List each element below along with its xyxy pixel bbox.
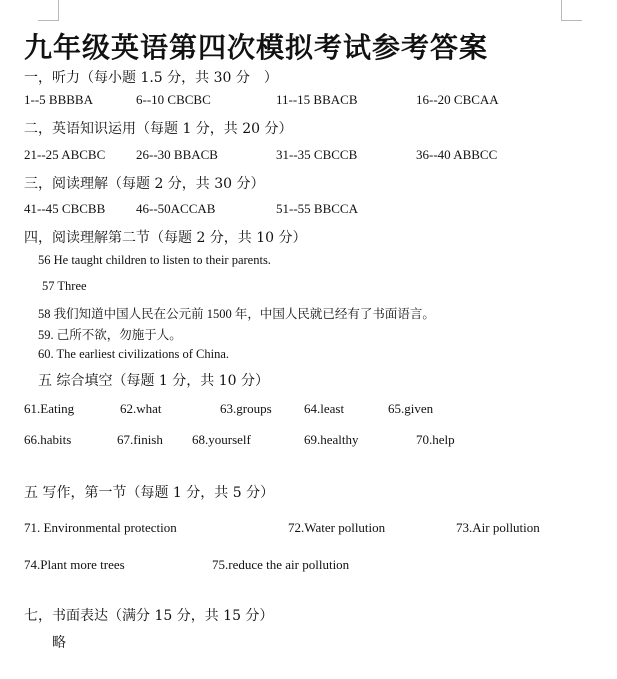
answer-item: 67.finish <box>117 432 163 447</box>
answer-item: 73.Air pollution <box>456 520 540 535</box>
page-corner-mark-left <box>38 0 59 21</box>
answer-item: 65.given <box>388 401 434 416</box>
section-7-note: 略 <box>52 635 66 651</box>
answer-item: 71. Environmental protection <box>24 520 177 535</box>
answer-group: 46--50ACCAB <box>136 201 216 216</box>
answer-group: 1--5 BBBBA <box>24 92 93 107</box>
answer-group: 16--20 CBCAA <box>416 92 499 107</box>
answer-group: 41--45 CBCBB <box>24 201 106 216</box>
section-3-heading: 三，阅读理解（每题 2 分，共 30 分） <box>24 176 265 192</box>
answer-group: 6--10 CBCBC <box>136 92 211 107</box>
answer-56: 56 He taught children to listen to their parents. <box>38 253 271 267</box>
answer-item: 75.reduce the air pollution <box>212 557 350 572</box>
answer-item: 68.yourself <box>192 432 251 447</box>
answer-item: 62.what <box>120 401 162 416</box>
answer-item: 70.help <box>416 432 455 447</box>
page-corner-mark-right <box>561 0 582 21</box>
answer-item: 74.Plant more trees <box>24 557 125 572</box>
answer-59: 59. 己所不欲，勿施于人。 <box>38 328 182 342</box>
answer-item: 69.healthy <box>304 432 359 447</box>
section-5-heading: 五 综合填空（每题 1 分，共 10 分） <box>38 373 269 389</box>
section-2-heading: 二，英语知识运用（每题 1 分，共 20 分） <box>24 121 293 137</box>
section-7-heading: 七，书面表达（满分 15 分，共 15 分） <box>24 608 274 624</box>
section-6-heading: 五 写作，第一节（每题 1 分，共 5 分） <box>24 485 275 501</box>
answer-item: 66.habits <box>24 432 72 447</box>
answer-item: 63.groups <box>220 401 272 416</box>
answer-item: 61.Eating <box>24 401 75 416</box>
answer-60: 60. The earliest civilizations of China. <box>38 347 230 361</box>
page-title: 九年级英语第四次模拟考试参考答案 <box>24 31 489 64</box>
answer-item: 72.Water pollution <box>288 520 386 535</box>
section-4-heading: 四，阅读理解第二节（每题 2 分，共 10 分） <box>24 230 307 246</box>
answer-group: 21--25 ABCBC <box>24 147 106 162</box>
answer-58: 58 我们知道中国人民在公元前 1500 年，中国人民就已经有了书面语言。 <box>38 307 435 321</box>
answer-group: 26--30 BBACB <box>136 147 218 162</box>
answer-group: 51--55 BBCCA <box>276 201 358 216</box>
section-1-heading: 一，听力（每小题 1.5 分，共 30 分 ） <box>24 70 278 86</box>
answer-57: 57 Three <box>42 279 87 293</box>
answer-group: 31--35 CBCCB <box>276 147 358 162</box>
answer-group: 11--15 BBACB <box>276 92 358 107</box>
answer-group: 36--40 ABBCC <box>416 147 498 162</box>
answer-item: 64.least <box>304 401 345 416</box>
